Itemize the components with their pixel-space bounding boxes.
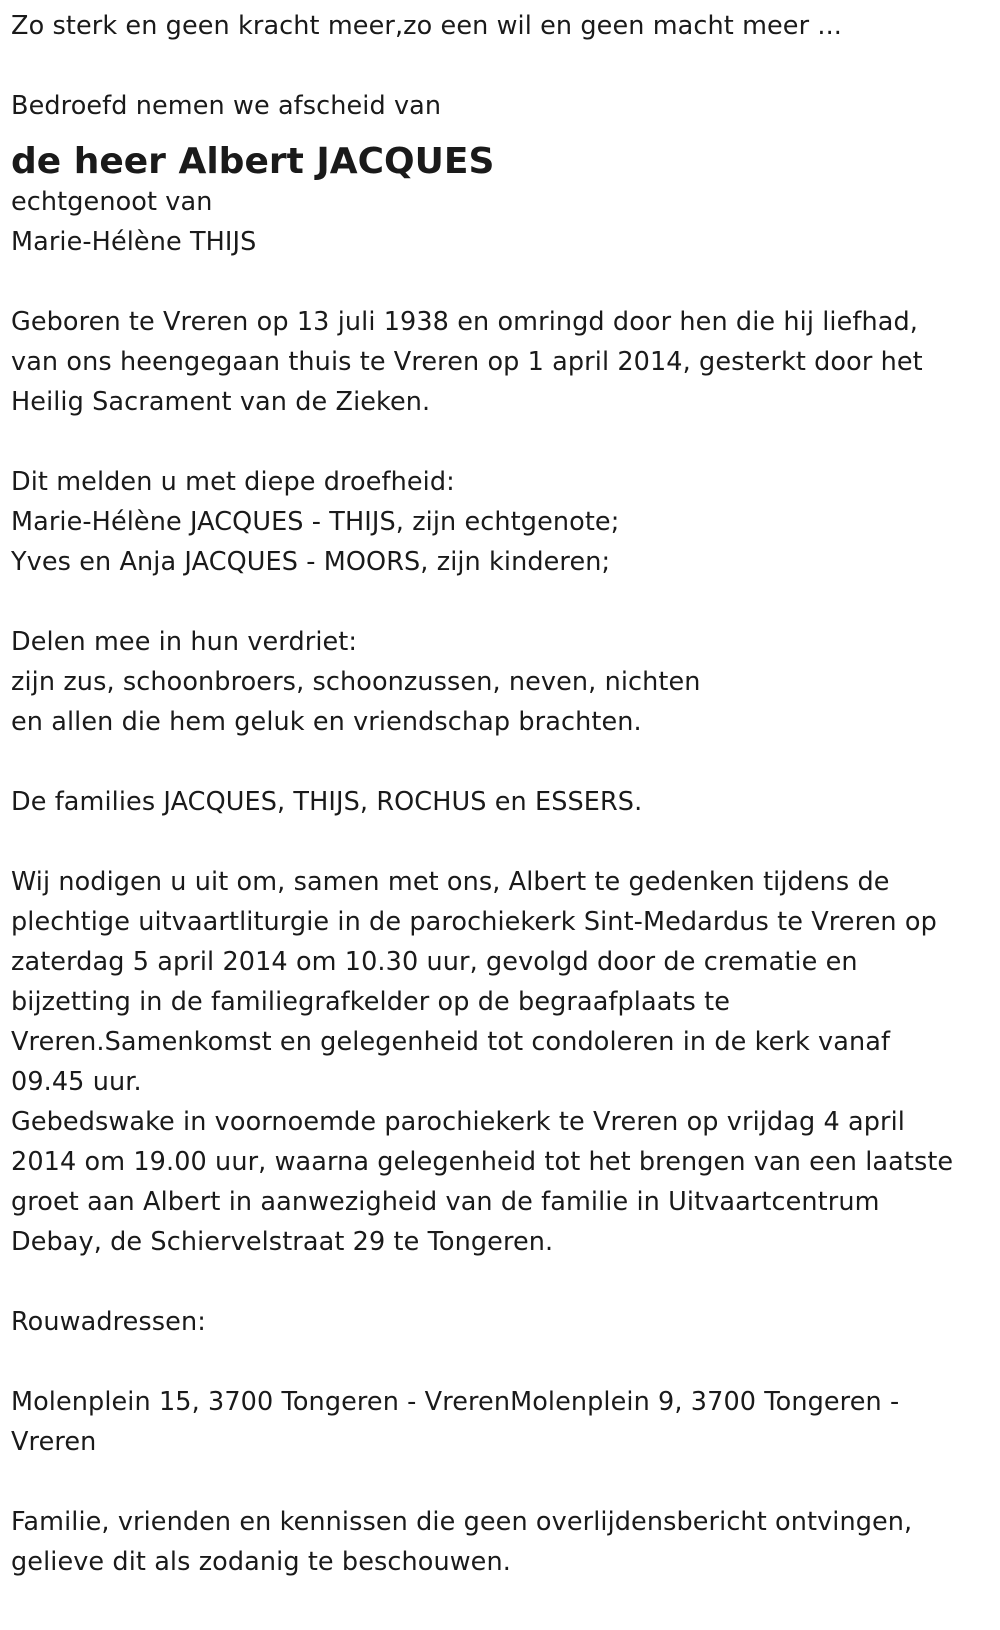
birth-death-line: Heilig Sacrament van de Zieken. (11, 387, 431, 417)
closing-line: Familie, vrienden en kennissen die geen overlijdensbericht ontvingen, (11, 1507, 913, 1537)
families-line: De families JACQUES, THIJS, ROCHUS en ESSERS. (11, 787, 643, 817)
invitation-line: groet aan Albert in aanwezigheid van de familie in Uitvaartcentrum (11, 1187, 880, 1217)
spacer (11, 422, 990, 462)
spacer (11, 1462, 990, 1502)
invitation-line: bijzetting in de familiegrafkelder op de begraafplaats te (11, 987, 731, 1017)
spacer (11, 46, 990, 86)
addresses-heading: Rouwadressen: (11, 1307, 206, 1337)
spacer (11, 822, 990, 862)
sharing-entry: en allen die hem geluk en vriendschap brachten. (11, 707, 642, 737)
invitation-line: plechtige uitvaartliturgie in de parochiekerk Sint-Medardus te Vreren op (11, 907, 937, 937)
invitation-line: 2014 om 19.00 uur, waarna gelegenheid tot het brengen van een laatste (11, 1147, 954, 1177)
relation-line: echtgenoot van (11, 187, 213, 217)
opening-quote: Zo sterk en geen kracht meer,zo een wil en geen macht meer ... (11, 11, 842, 41)
announcement-line: Bedroefd nemen we afscheid van (11, 91, 442, 121)
birth-death-line: Geboren te Vreren op 13 juli 1938 en omringd door hen die hij liefhad, (11, 307, 918, 337)
deceased-name: de heer Albert JACQUES (11, 141, 495, 182)
invitation-line: Vreren.Samenkomst en gelegenheid tot condoleren in de kerk vanaf (11, 1027, 891, 1057)
announcer-entry: Marie-Hélène JACQUES - THIJS, zijn echtgenote; (11, 507, 620, 537)
announcer-entry: Yves en Anja JACQUES - MOORS, zijn kinderen; (11, 547, 611, 577)
spacer (11, 1262, 990, 1302)
address-line: Vreren (11, 1427, 97, 1457)
spacer (11, 742, 990, 782)
birth-death-line: van ons heengegaan thuis te Vreren op 1 april 2014, gesterkt door het (11, 347, 923, 377)
spouse-name: Marie-Hélène THIJS (11, 227, 257, 257)
closing-line: gelieve dit als zodanig te beschouwen. (11, 1547, 511, 1577)
invitation-line: Wij nodigen u uit om, samen met ons, Albert te gedenken tijdens de (11, 867, 890, 897)
announcers-heading: Dit melden u met diepe droefheid: (11, 467, 455, 497)
address-line: Molenplein 15, 3700 Tongeren - VrerenMolenplein 9, 3700 Tongeren - (11, 1387, 900, 1417)
sharing-entry: zijn zus, schoonbroers, schoonzussen, neven, nichten (11, 667, 701, 697)
invitation-line: 09.45 uur. (11, 1067, 142, 1097)
sharing-heading: Delen mee in hun verdriet: (11, 627, 358, 657)
invitation-line: Debay, de Schiervelstraat 29 te Tongeren. (11, 1227, 554, 1257)
invitation-line: Gebedswake in voornoemde parochiekerk te Vreren op vrijdag 4 april (11, 1107, 905, 1137)
spacer (11, 1342, 990, 1382)
spacer (11, 582, 990, 622)
spacer (11, 262, 990, 302)
invitation-line: zaterdag 5 april 2014 om 10.30 uur, gevolgd door de crematie en (11, 947, 858, 977)
